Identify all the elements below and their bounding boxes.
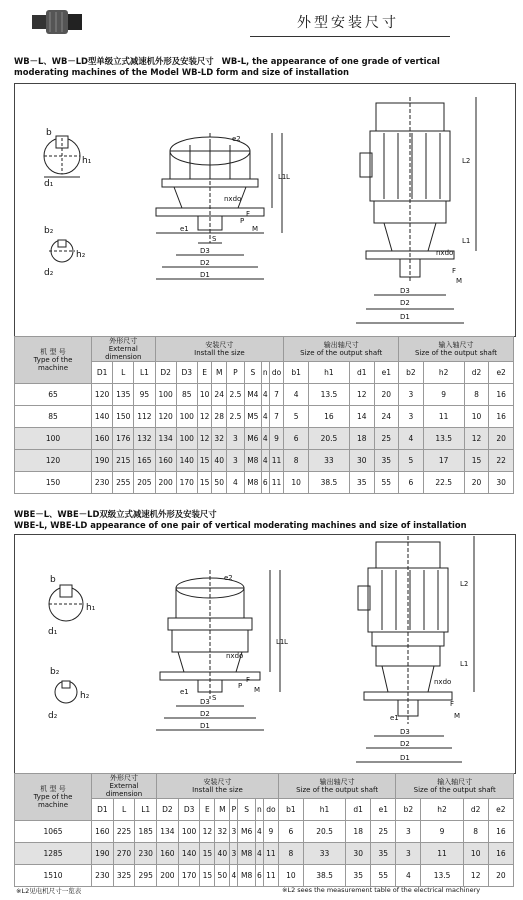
gearbox-logo-icon — [30, 6, 85, 36]
value-cell: 33 — [303, 843, 345, 865]
value-cell: 35 — [374, 450, 399, 472]
label-h1-2: h₁ — [86, 603, 96, 613]
value-cell: 13.5 — [421, 865, 463, 887]
value-cell: 9 — [269, 428, 284, 450]
label-M-2: M — [254, 686, 261, 694]
value-cell: 85 — [176, 384, 197, 406]
section1-caption-zh: WB－L、WB－LD型单级立式减速机外形及安装尺寸 — [14, 56, 214, 66]
value-cell: 12 — [197, 428, 212, 450]
value-cell: 140 — [92, 406, 113, 428]
value-cell: 150 — [113, 406, 134, 428]
value-cell: 6 — [261, 472, 269, 494]
value-cell: 11 — [423, 406, 464, 428]
header-output-shaft-2: 输出轴尺寸 Size of the output shaft — [278, 774, 396, 799]
value-cell: 160 — [92, 428, 113, 450]
value-cell: 165 — [134, 450, 155, 472]
table-row — [15, 865, 514, 887]
section1-caption-line1 — [14, 56, 440, 67]
value-cell: 160 — [92, 821, 114, 843]
value-cell: 12 — [464, 428, 489, 450]
value-cell: 11 — [263, 865, 278, 887]
label-M-2b: M — [454, 712, 461, 720]
value-cell: 15 — [200, 843, 215, 865]
label-L1-2: L1 — [276, 638, 285, 646]
value-cell: 215 — [113, 450, 134, 472]
label-D1-2b: D1 — [400, 754, 410, 762]
value-cell: 190 — [92, 843, 114, 865]
table1-col-headers: D1 L L1 D2 D3 E M P S n do b1 h1 d1 e1 b2 h2 d2 e2 — [15, 362, 514, 384]
value-cell: 10 — [284, 472, 309, 494]
drawing1-technical-drawing — [14, 83, 514, 335]
value-cell: 12 — [197, 406, 212, 428]
value-cell: 100 — [176, 428, 197, 450]
value-cell: 2.5 — [226, 406, 244, 428]
model-cell: 85 — [15, 406, 92, 428]
value-cell: 20.5 — [308, 428, 349, 450]
value-cell: 6 — [255, 865, 263, 887]
value-cell: 17 — [423, 450, 464, 472]
value-cell: 205 — [134, 472, 155, 494]
label-P-1: P — [240, 217, 245, 225]
table-row — [15, 472, 514, 494]
label-L2-1: L2 — [462, 157, 471, 165]
value-cell: 7 — [269, 406, 284, 428]
header-external-dimension: 外形尺寸 External dimension — [92, 337, 156, 362]
value-cell: 25 — [374, 428, 399, 450]
value-cell: 16 — [308, 406, 349, 428]
label-M-1b: M — [456, 277, 463, 285]
value-cell: 134 — [155, 428, 176, 450]
value-cell: 50 — [215, 865, 230, 887]
table-row — [15, 428, 514, 450]
value-cell: 270 — [113, 843, 135, 865]
label-nxd0-1b: nxdo — [436, 249, 454, 257]
footer-note-en: ※L2 sees the measurement table of the electrical machinery — [282, 886, 481, 894]
value-cell: 14 — [350, 406, 375, 428]
value-cell: 4 — [261, 406, 269, 428]
value-cell: 9 — [423, 384, 464, 406]
label-h1: h₁ — [82, 156, 92, 166]
value-cell: 16 — [488, 821, 513, 843]
value-cell: 30 — [489, 472, 514, 494]
value-cell: 8 — [463, 821, 488, 843]
spec-table-1 — [14, 336, 514, 494]
value-cell: 255 — [113, 472, 134, 494]
value-cell: 160 — [155, 450, 176, 472]
value-cell: M8 — [244, 472, 261, 494]
value-cell: 170 — [178, 865, 200, 887]
value-cell: 20.5 — [303, 821, 345, 843]
section2-caption-en: WBE-L, WBE-LD appearance of one pair of vertical moderating machines and size of installation — [14, 520, 467, 530]
label-L2-2: L2 — [460, 580, 469, 588]
value-cell: 4 — [396, 865, 421, 887]
label-e2-1: e2 — [232, 135, 241, 143]
value-cell: 35 — [350, 472, 375, 494]
header-input-shaft-2: 输入轴尺寸 Size of the output shaft — [396, 774, 514, 799]
value-cell: 225 — [113, 821, 135, 843]
label-e1-2: e1 — [180, 688, 189, 696]
value-cell: 20 — [374, 384, 399, 406]
value-cell: 4 — [255, 843, 263, 865]
label-h2-2: h₂ — [80, 691, 90, 701]
label-L1-1b: L1 — [462, 237, 471, 245]
label-L1-2b: L1 — [460, 660, 469, 668]
value-cell: 100 — [176, 406, 197, 428]
value-cell: 10 — [463, 843, 488, 865]
label-D3-2: D3 — [200, 698, 210, 706]
value-cell: 12 — [463, 865, 488, 887]
value-cell: 8 — [464, 384, 489, 406]
table-row — [15, 450, 514, 472]
section1-caption-en-b: moderating machines of the Model WB-LD form and size of installation — [14, 67, 349, 77]
label-b: b — [46, 128, 52, 138]
value-cell: 33 — [308, 450, 349, 472]
value-cell: M5 — [244, 406, 261, 428]
value-cell: M4 — [244, 384, 261, 406]
value-cell: 4 — [399, 428, 424, 450]
value-cell: M6 — [238, 821, 255, 843]
value-cell: 3 — [230, 821, 238, 843]
value-cell: 9 — [421, 821, 463, 843]
value-cell: 6 — [399, 472, 424, 494]
value-cell: M8 — [238, 865, 255, 887]
value-cell: 15 — [200, 865, 215, 887]
value-cell: 95 — [134, 384, 155, 406]
value-cell: 18 — [350, 428, 375, 450]
value-cell: 32 — [212, 428, 227, 450]
label-L-1: L — [286, 173, 290, 181]
table2-col-headers: D1 L L1 D2 D3 E M P S n do b1 h1 d1 e1 b2 h2 d2 e2 — [15, 799, 514, 821]
value-cell: 4 — [261, 450, 269, 472]
header-external-dimension-2: 外形尺寸 External dimension — [92, 774, 157, 799]
label-F-1: F — [246, 210, 251, 218]
label-D2-2b: D2 — [400, 740, 410, 748]
value-cell: 40 — [212, 450, 227, 472]
label-d2: d₂ — [44, 268, 54, 278]
value-cell: 2.5 — [226, 384, 244, 406]
value-cell: 20 — [488, 865, 513, 887]
value-cell: 3 — [396, 821, 421, 843]
model-cell: 120 — [15, 450, 92, 472]
header-input-shaft: 输入轴尺寸 Size of the output shaft — [399, 337, 514, 362]
value-cell: 11 — [269, 472, 284, 494]
value-cell: 50 — [212, 472, 227, 494]
table-row — [15, 406, 514, 428]
value-cell: 6 — [278, 821, 303, 843]
table2-body — [15, 821, 514, 887]
value-cell: 190 — [92, 450, 113, 472]
label-d1-2: d₁ — [48, 627, 58, 637]
value-cell: 100 — [155, 384, 176, 406]
value-cell: M8 — [238, 843, 255, 865]
value-cell: 12 — [200, 821, 215, 843]
header-install-size: 安装尺寸 Install the size — [155, 337, 284, 362]
footer-note-zh: ※L2见电机尺寸一览表 — [16, 887, 82, 895]
value-cell: 22.5 — [423, 472, 464, 494]
label-nxd0-2: nxdo — [226, 652, 244, 660]
value-cell: 160 — [157, 843, 179, 865]
value-cell: 4 — [284, 384, 309, 406]
value-cell: 35 — [371, 843, 396, 865]
value-cell: M6 — [244, 428, 261, 450]
label-D2-1: D2 — [200, 259, 210, 267]
label-L-2: L — [284, 638, 288, 646]
label-e2-2: e2 — [224, 574, 233, 582]
value-cell: 15 — [197, 450, 212, 472]
value-cell: 3 — [226, 450, 244, 472]
value-cell: M8 — [244, 450, 261, 472]
label-L1-1: L1 — [278, 173, 287, 181]
value-cell: 230 — [92, 472, 113, 494]
value-cell: 11 — [269, 450, 284, 472]
value-cell: 140 — [176, 450, 197, 472]
label-D1-1: D1 — [200, 271, 210, 279]
value-cell: 230 — [135, 843, 157, 865]
label-b2: b₂ — [44, 226, 54, 236]
value-cell: 15 — [197, 472, 212, 494]
value-cell: 170 — [176, 472, 197, 494]
value-cell: 10 — [464, 406, 489, 428]
value-cell: 176 — [113, 428, 134, 450]
value-cell: 4 — [261, 428, 269, 450]
value-cell: 295 — [135, 865, 157, 887]
model-cell: 1510 — [15, 865, 92, 887]
label-P-2: P — [238, 682, 243, 690]
label-S-2: S — [212, 694, 217, 702]
label-nxd0-1: nxdo — [224, 195, 242, 203]
value-cell: 11 — [263, 843, 278, 865]
value-cell: 8 — [278, 843, 303, 865]
label-h2: h₂ — [76, 250, 86, 260]
value-cell: 5 — [399, 450, 424, 472]
value-cell: 4 — [226, 472, 244, 494]
label-e1-2b: e1 — [390, 714, 399, 722]
value-cell: 24 — [374, 406, 399, 428]
value-cell: 15 — [464, 450, 489, 472]
value-cell: 55 — [371, 865, 396, 887]
model-cell: 1065 — [15, 821, 92, 843]
table-row — [15, 821, 514, 843]
value-cell: 10 — [197, 384, 212, 406]
value-cell: 3 — [230, 843, 238, 865]
value-cell: 200 — [155, 472, 176, 494]
value-cell: 16 — [489, 384, 514, 406]
value-cell: 12 — [350, 384, 375, 406]
table-row — [15, 843, 514, 865]
gearbox-1-left-view — [156, 133, 264, 279]
value-cell: 120 — [155, 406, 176, 428]
value-cell: 325 — [113, 865, 135, 887]
value-cell: 3 — [399, 406, 424, 428]
value-cell: 4 — [255, 821, 263, 843]
section2-caption-zh: WBE－L、WBE－LD双级立式减速机外形及安装尺寸 — [14, 509, 217, 519]
value-cell: 40 — [215, 843, 230, 865]
value-cell: 112 — [134, 406, 155, 428]
value-cell: 140 — [178, 843, 200, 865]
label-D2-1b: D2 — [400, 299, 410, 307]
value-cell: 20 — [489, 428, 514, 450]
label-d2-2: d₂ — [48, 711, 58, 721]
value-cell: 132 — [134, 428, 155, 450]
value-cell: 9 — [263, 821, 278, 843]
value-cell: 22 — [489, 450, 514, 472]
value-cell: 5 — [284, 406, 309, 428]
section1-caption-en-a: WB-L, the appearance of one grade of vertical — [221, 56, 440, 66]
model-cell: 65 — [15, 384, 92, 406]
value-cell: 10 — [278, 865, 303, 887]
value-cell: 200 — [157, 865, 179, 887]
gearbox-motor-2-right-view — [358, 536, 455, 724]
label-S-1: S — [212, 235, 217, 243]
value-cell: 24 — [212, 384, 227, 406]
value-cell: 3 — [399, 384, 424, 406]
header-type: 机 型 号 Type of the machine — [15, 337, 92, 384]
value-cell: 185 — [135, 821, 157, 843]
spec-table-2 — [14, 773, 514, 887]
label-F-2: F — [246, 676, 251, 684]
value-cell: 32 — [215, 821, 230, 843]
label-D3-2b: D3 — [400, 728, 410, 736]
value-cell: 13.5 — [423, 428, 464, 450]
value-cell: 8 — [284, 450, 309, 472]
value-cell: 4 — [261, 384, 269, 406]
model-cell: 100 — [15, 428, 92, 450]
label-e1-1: e1 — [180, 225, 189, 233]
page-title: 外型安装尺寸 — [297, 15, 399, 31]
value-cell: 16 — [488, 843, 513, 865]
value-cell: 11 — [421, 843, 463, 865]
value-cell: 134 — [157, 821, 179, 843]
value-cell: 20 — [464, 472, 489, 494]
label-D2-2: D2 — [200, 710, 210, 718]
table1-body — [15, 384, 514, 494]
value-cell: 18 — [346, 821, 371, 843]
value-cell: 25 — [371, 821, 396, 843]
gearbox-2-left-view — [156, 570, 264, 730]
value-cell: 28 — [212, 406, 227, 428]
label-F-2b: F — [450, 700, 455, 708]
value-cell: 13.5 — [308, 384, 349, 406]
label-b-2: b — [50, 575, 56, 585]
value-cell: 38.5 — [303, 865, 345, 887]
value-cell: 135 — [113, 384, 134, 406]
value-cell: 30 — [350, 450, 375, 472]
label-M-1: M — [252, 225, 259, 233]
value-cell: 4 — [230, 865, 238, 887]
value-cell: 35 — [346, 865, 371, 887]
value-cell: 6 — [284, 428, 309, 450]
value-cell: 120 — [92, 384, 113, 406]
label-F-1b: F — [452, 267, 457, 275]
value-cell: 30 — [346, 843, 371, 865]
value-cell: 230 — [92, 865, 114, 887]
drawing2-technical-drawing — [14, 534, 514, 772]
header-type-2: 机 型 号 Type of the machine — [15, 774, 92, 821]
value-cell: 100 — [178, 821, 200, 843]
label-d1: d₁ — [44, 179, 54, 189]
value-cell: 16 — [489, 406, 514, 428]
value-cell: 7 — [269, 384, 284, 406]
header-output-shaft: 输出轴尺寸 Size of the output shaft — [284, 337, 399, 362]
value-cell: 3 — [396, 843, 421, 865]
model-cell: 1285 — [15, 843, 92, 865]
label-b2-2: b₂ — [50, 667, 60, 677]
model-cell: 150 — [15, 472, 92, 494]
value-cell: 55 — [374, 472, 399, 494]
label-nxd0-2b: nxdo — [434, 678, 452, 686]
header-install-size-2: 安装尺寸 Install the size — [157, 774, 279, 799]
label-D3-1: D3 — [200, 247, 210, 255]
value-cell: 38.5 — [308, 472, 349, 494]
table-row — [15, 384, 514, 406]
label-D1-2: D1 — [200, 722, 210, 730]
label-D1-1b: D1 — [400, 313, 410, 321]
value-cell: 3 — [226, 428, 244, 450]
label-D3-1b: D3 — [400, 287, 410, 295]
